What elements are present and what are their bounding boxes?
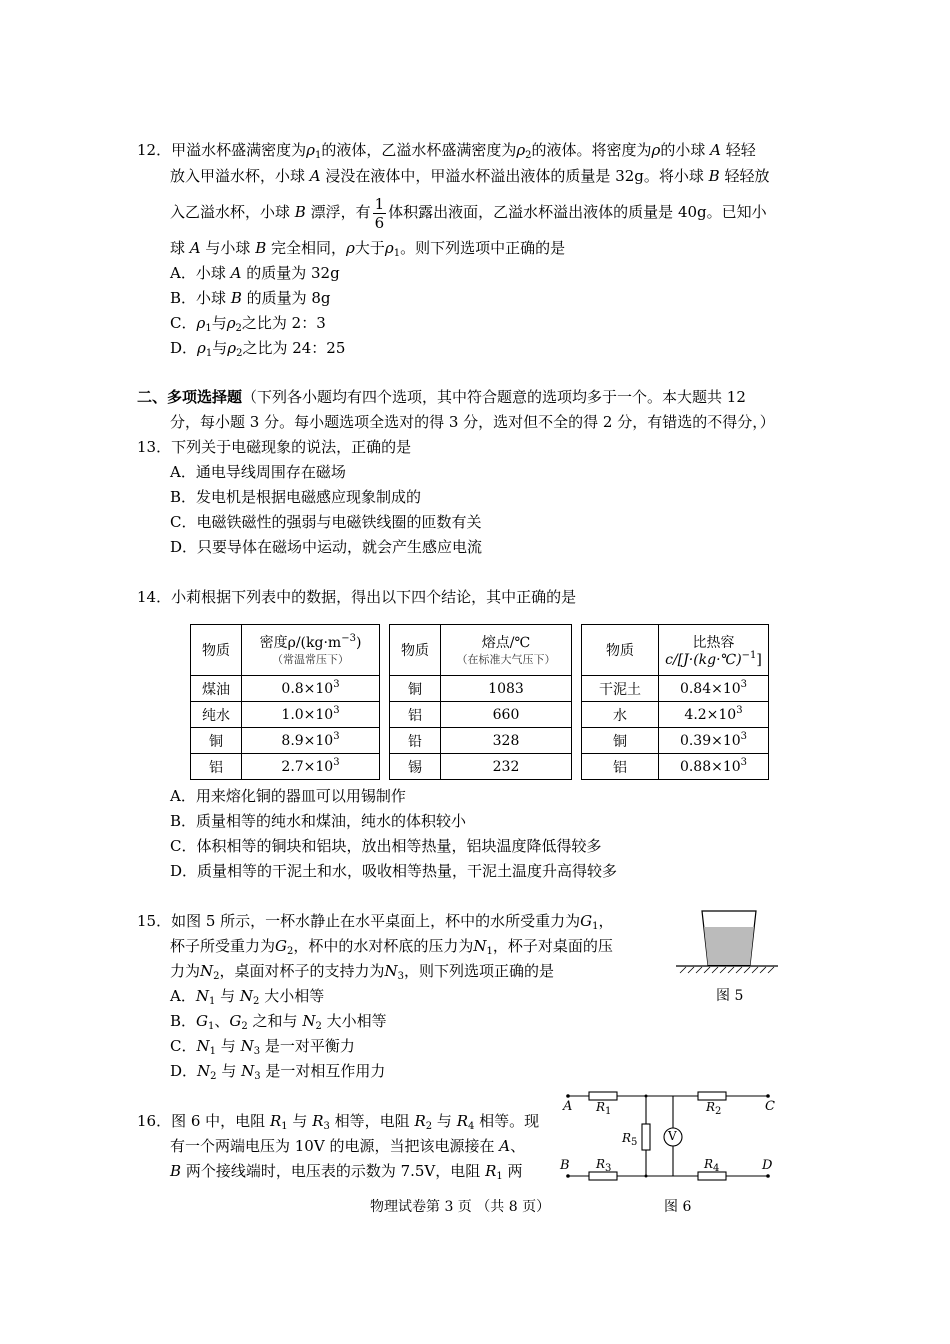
q16-line1: 16．图 6 中，电阻 $R_1$ 与 $R_3$ 相等，电阻 $R_2$ 与 $R_4$ 相等。现	[137, 1112, 540, 1132]
q14-option-a: A．用来熔化铜的器皿可以用锡制作	[170, 787, 406, 805]
q15-option-b: B．$G_1$、$G_2$ 之和与 $N_2$ 大小相等	[170, 1012, 387, 1032]
table-row: 干泥土 $0.84\times 10^3$	[582, 676, 769, 702]
q14-stem: 14．小莉根据下列表中的数据，得出以下四个结论，其中正确的是	[137, 588, 577, 606]
section2-header: 二、多项选择题（下列各小题均有四个选项，其中符合题意的选项均多于一个。本大题共 12	[137, 388, 746, 406]
cup-water	[704, 927, 754, 965]
q12-line3: 入乙溢水杯，小球 B 漂浮，有 $\frac{1}{6}$ 体积露出液面，乙溢水杯溢出液体的质量是 40g。已知小	[170, 194, 767, 232]
r5-label: $R_5$	[622, 1131, 638, 1148]
q14-option-c: C．体积相等的铜块和铝块，放出相等热量，铝块温度降低得较多	[170, 837, 602, 855]
r3-label: $R_3$	[596, 1157, 612, 1174]
table-row: 铝 $0.88\times 10^3$	[582, 754, 769, 780]
q16-line2: 有一个两端电压为 10V 的电源，当把该电源接在 A、	[170, 1137, 526, 1155]
q13-option-c: C．电磁铁磁性的强弱与电磁铁线圈的匝数有关	[170, 513, 482, 531]
q15-option-c: C．$N_1$ 与 $N_3$ 是一对平衡力	[170, 1037, 355, 1057]
q12-option-b: B．小球 B 的质量为 8g	[170, 289, 331, 307]
q12-option-a: A．小球 A 的质量为 32g	[170, 264, 340, 282]
terminal-b-label: B	[560, 1158, 570, 1173]
q13-option-a: A．通电导线周围存在磁场	[170, 463, 346, 481]
table-row: 铜 1083	[390, 676, 572, 702]
heat-table-header-capacity: 比热容 c/[J·(kg·℃)$^{-1}$]	[659, 625, 769, 676]
figure5-caption: 图 5	[716, 988, 744, 1004]
resistor-r3	[589, 1172, 617, 1180]
q12-option-d: D．$\rho_1$与$\rho_2$之比为 24：25	[170, 339, 346, 359]
r2-label: $R_2$	[706, 1100, 722, 1117]
q13-stem: 13．下列关于电磁现象的说法，正确的是	[137, 438, 412, 456]
density-table	[190, 624, 380, 780]
table-row: 铝 $2.7\times 10^3$	[191, 754, 380, 780]
q13-option-d: D．只要导体在磁场中运动，就会产生感应电流	[170, 538, 483, 556]
voltmeter-label: V	[668, 1129, 677, 1143]
q12-option-c: C．$\rho_1$与$\rho_2$之比为 2：3	[170, 314, 326, 334]
terminal-c-label: C	[765, 1099, 775, 1114]
melting-table-header-substance: 物质	[390, 625, 441, 676]
figure5-cup-diagram	[672, 905, 782, 975]
r1-label: $R_1$	[596, 1100, 612, 1117]
q15-option-d: D．$N_2$ 与 $N_3$ 是一对相互作用力	[170, 1062, 386, 1082]
table-row: 铝 660	[390, 702, 572, 728]
resistor-r2	[698, 1092, 726, 1100]
q15-line3: 力为$N_2$，桌面对杯子的支持力为$N_3$，则下列选项正确的是	[170, 962, 555, 982]
q15-line2: 杯子所受重力为$G_2$，杯中的水对杯底的压力为$N_1$，杯子对桌面的压	[170, 937, 613, 957]
specific-heat-table	[581, 624, 769, 780]
density-table-header-substance: 物质	[191, 625, 242, 676]
terminal-d-label: D	[762, 1158, 773, 1173]
melting-table-header-point: 熔点/℃ （在标准大气压下）	[441, 625, 572, 676]
q14-option-b: B．质量相等的纯水和煤油，纯水的体积较小	[170, 812, 467, 830]
q12-line1: 12．甲溢水杯盛满密度为$\rho_1$的液体，乙溢水杯盛满密度为$\rho_2$的液体。将密度为ρ的小球 A 轻轻	[137, 141, 756, 161]
figure6-caption: 图 6	[664, 1199, 692, 1215]
q12-line2: 放入甲溢水杯，小球 A 浸没在液体中，甲溢水杯溢出液体的质量是 32g。将小球 B 轻轻放	[170, 167, 770, 185]
q15-option-a: A．$N_1$ 与 $N_2$ 大小相等	[170, 987, 325, 1007]
table-row: 铅 328	[390, 728, 572, 754]
r4-label: $R_4$	[704, 1157, 720, 1174]
q16-line3: B 两个接线端时，电压表的示数为 7.5V，电阻 $R_1$ 两	[170, 1162, 523, 1182]
q13-option-b: B．发电机是根据电磁感应现象制成的	[170, 488, 422, 506]
heat-table-header-substance: 物质	[582, 625, 659, 676]
q14-option-d: D．质量相等的干泥土和水，吸收相等热量，干泥土温度升高得较多	[170, 862, 618, 880]
table-row: 煤油 $0.8\times 10^3$	[191, 676, 380, 702]
resistor-r4	[698, 1172, 726, 1180]
resistor-r5	[642, 1124, 650, 1150]
table-row: 锡 232	[390, 754, 572, 780]
table-hatching	[680, 967, 774, 973]
table-row: 纯水 $1.0\times 10^3$	[191, 702, 380, 728]
table-row: 铜 $0.39\times 10^3$	[582, 728, 769, 754]
table-row: 水 $4.2\times 10^3$	[582, 702, 769, 728]
page-footer: 物理试卷第 3 页 （共 8 页）	[370, 1199, 551, 1215]
section2-desc: 分，每小题 3 分。每小题选项全选对的得 3 分，选对但不全的得 2 分，有错选的不得分，）	[170, 413, 775, 431]
table-row: 铜 $8.9\times 10^3$	[191, 728, 380, 754]
resistor-r1	[589, 1092, 617, 1100]
q15-line1: 15．如图 5 所示，一杯水静止在水平桌面上，杯中的水所受重力为$G_1$，	[137, 912, 614, 932]
fraction-one-sixth: $\frac{1}{6}$	[374, 194, 385, 232]
terminal-a-label: A	[563, 1099, 573, 1114]
density-table-header-density: 密度$\rho/(kg\cdot m^{-3})$ （常温常压下）	[242, 625, 380, 676]
q12-line4: 球 A 与小球 B 完全相同，ρ大于$\rho_1$。则下列选项中正确的是	[170, 239, 566, 259]
melting-point-table	[389, 624, 572, 780]
